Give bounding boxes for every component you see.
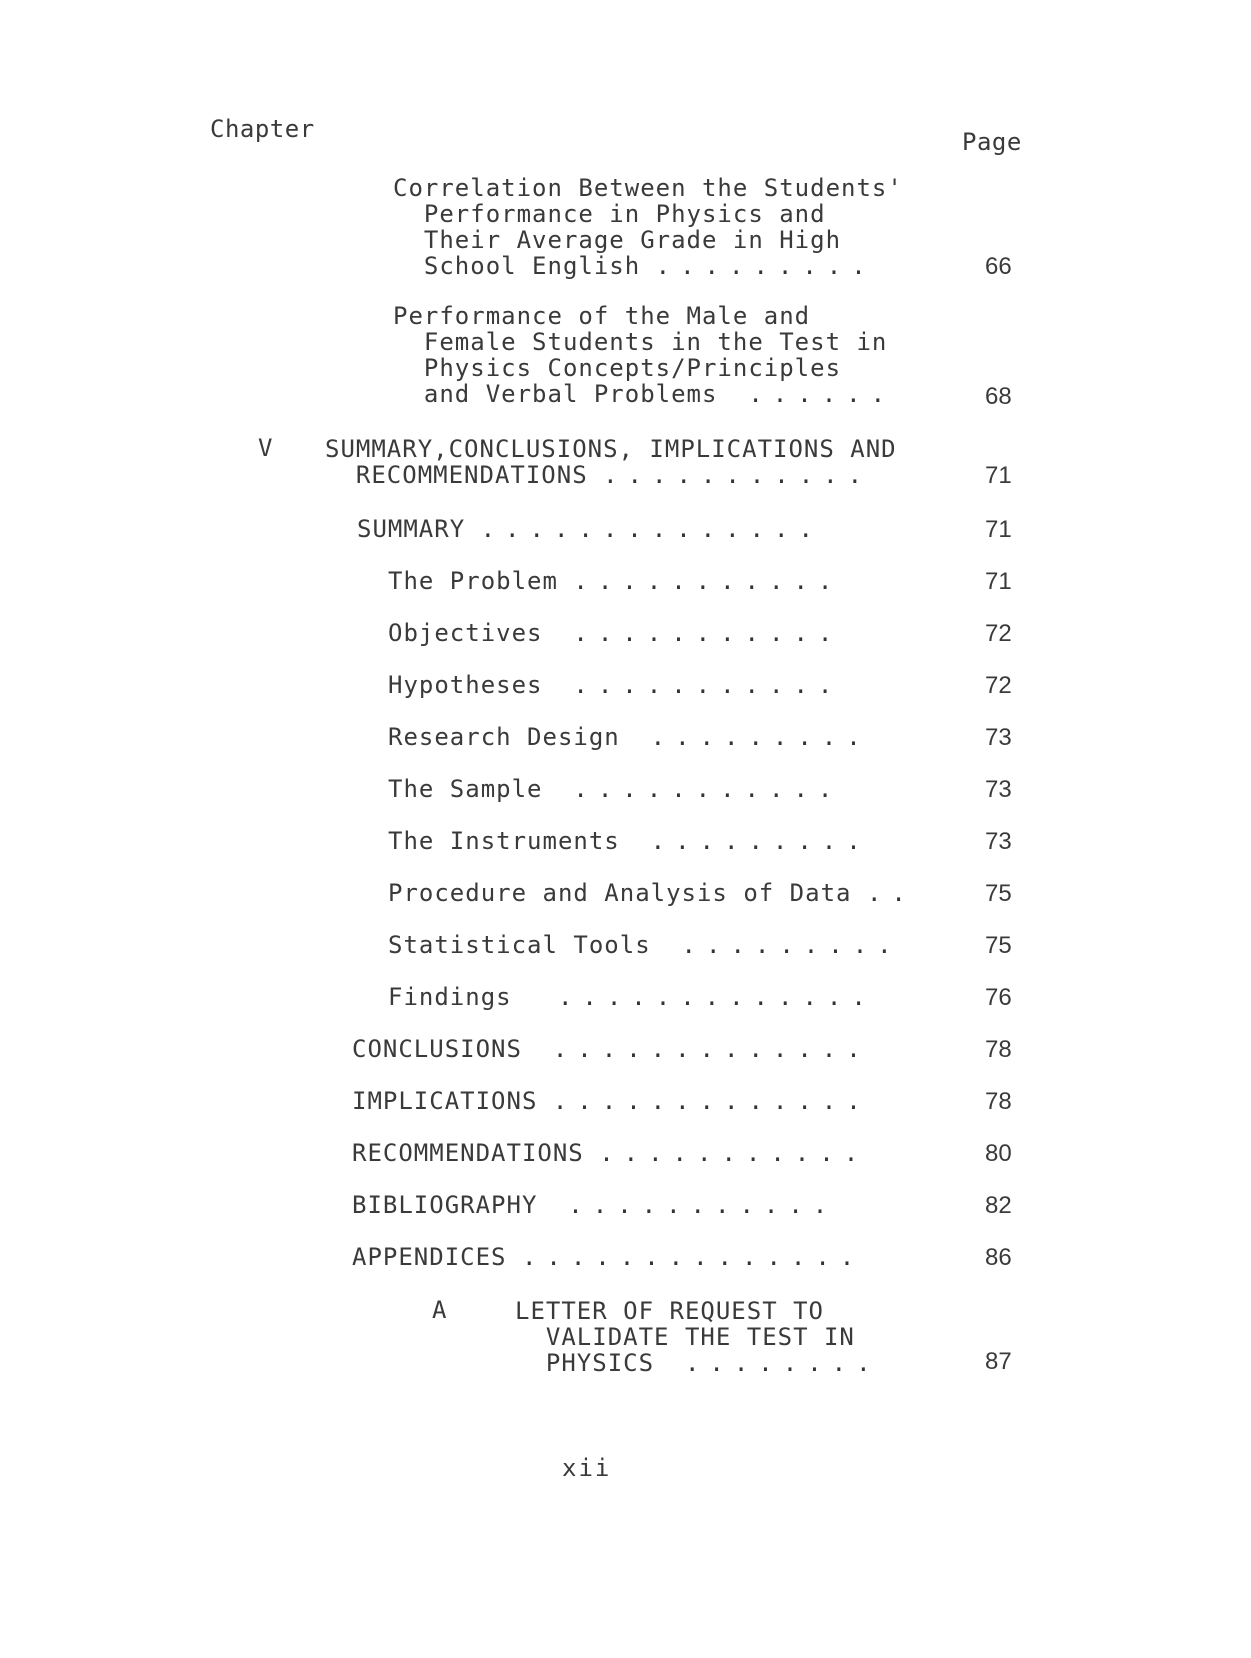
page-number: 68 bbox=[985, 383, 1012, 410]
toc-entry bbox=[393, 175, 903, 279]
page-number: 71 bbox=[985, 462, 1012, 489]
entry-line: The Sample bbox=[388, 775, 543, 803]
toc-entry bbox=[393, 303, 895, 407]
chapter-numeral: V bbox=[258, 434, 273, 462]
page-column-header: Page bbox=[962, 128, 1022, 156]
entry-line: Procedure and Analysis of Data bbox=[388, 879, 852, 907]
leader-dots: ........... bbox=[573, 619, 843, 647]
leader-dots: .............. bbox=[521, 1243, 865, 1271]
entry-line: SUMMARY bbox=[357, 515, 466, 543]
entry-line: and Verbal Problems bbox=[393, 380, 718, 408]
entry-line: Female Students in the Test in bbox=[393, 328, 888, 356]
toc-entry bbox=[388, 672, 842, 698]
entry-line: The Problem bbox=[388, 567, 558, 595]
toc-entry bbox=[352, 1088, 871, 1114]
entry-line: BIBLIOGRAPHY bbox=[352, 1191, 538, 1219]
entry-line: RECOMMENDATIONS bbox=[352, 1139, 584, 1167]
toc-entry bbox=[352, 1244, 864, 1270]
toc-entry bbox=[388, 984, 876, 1010]
page-number: 66 bbox=[985, 253, 1012, 280]
page-number: 78 bbox=[985, 1088, 1012, 1115]
page-number: 75 bbox=[985, 932, 1012, 959]
entry-line: Physics Concepts/Principles bbox=[393, 354, 842, 382]
page-number: 82 bbox=[985, 1192, 1012, 1219]
page-number: 78 bbox=[985, 1036, 1012, 1063]
leader-dots: ...... bbox=[748, 380, 896, 408]
leader-dots: ........ bbox=[684, 1349, 881, 1377]
toc-entry bbox=[388, 568, 842, 594]
leader-dots: .. bbox=[866, 879, 916, 907]
toc-entry bbox=[388, 828, 871, 854]
leader-dots: ........... bbox=[573, 567, 843, 595]
entry-line: VALIDATE THE TEST IN bbox=[515, 1323, 855, 1351]
entry-line: CONCLUSIONS bbox=[352, 1035, 522, 1063]
page-number: 71 bbox=[985, 516, 1012, 543]
leader-dots: ......... bbox=[655, 252, 876, 280]
toc-entry bbox=[388, 620, 842, 646]
toc-entry bbox=[325, 436, 897, 488]
toc-entry bbox=[388, 932, 902, 958]
leader-dots: ......... bbox=[650, 723, 871, 751]
entry-line: Research Design bbox=[388, 723, 620, 751]
page-number: 73 bbox=[985, 828, 1012, 855]
entry-line: IMPLICATIONS bbox=[352, 1087, 538, 1115]
page-number: 86 bbox=[985, 1244, 1012, 1271]
page-number: 72 bbox=[985, 672, 1012, 699]
leader-dots: ........... bbox=[568, 1191, 838, 1219]
page-number: 75 bbox=[985, 880, 1012, 907]
leader-dots: ........... bbox=[573, 671, 843, 699]
toc-entry bbox=[515, 1298, 881, 1376]
entry-line: Their Average Grade in High bbox=[393, 226, 842, 254]
entry-line: RECOMMENDATIONS bbox=[325, 461, 588, 489]
leader-dots: ........... bbox=[573, 775, 843, 803]
toc-entry bbox=[352, 1140, 868, 1166]
page-number: 72 bbox=[985, 620, 1012, 647]
entry-line: Objectives bbox=[388, 619, 543, 647]
page-number: 71 bbox=[985, 568, 1012, 595]
leader-dots: ........... bbox=[603, 461, 873, 489]
leader-dots: .............. bbox=[480, 515, 823, 543]
entry-line: APPENDICES bbox=[352, 1243, 507, 1271]
toc-entry bbox=[388, 776, 842, 802]
page-number: 73 bbox=[985, 776, 1012, 803]
toc-entry bbox=[388, 724, 871, 750]
page-number: 73 bbox=[985, 724, 1012, 751]
entry-line: Hypotheses bbox=[388, 671, 543, 699]
toc-entry bbox=[388, 880, 916, 906]
entry-line: Statistical Tools bbox=[388, 931, 651, 959]
toc-entry bbox=[357, 516, 823, 542]
page-number: 87 bbox=[985, 1348, 1012, 1375]
entry-line: PHYSICS bbox=[515, 1349, 655, 1377]
entry-line: Performance in Physics and bbox=[393, 200, 826, 228]
footer-page-number: xii bbox=[562, 1454, 612, 1482]
entry-line: LETTER OF REQUEST TO bbox=[515, 1297, 824, 1325]
leader-dots: ............. bbox=[557, 983, 876, 1011]
leader-dots: ............. bbox=[552, 1087, 871, 1115]
page-number: 76 bbox=[985, 984, 1012, 1011]
entry-line: The Instruments bbox=[388, 827, 620, 855]
entry-line: SUMMARY,CONCLUSIONS, IMPLICATIONS AND bbox=[325, 435, 897, 463]
entry-line: School English bbox=[393, 252, 641, 280]
leader-dots: ............. bbox=[552, 1035, 871, 1063]
entry-line: Correlation Between the Students' bbox=[393, 174, 903, 202]
toc-entry bbox=[352, 1036, 871, 1062]
appendix-letter: A bbox=[432, 1296, 447, 1324]
page-number: 80 bbox=[985, 1140, 1012, 1167]
leader-dots: ......... bbox=[681, 931, 902, 959]
toc-entry bbox=[352, 1192, 837, 1218]
chapter-column-header: Chapter bbox=[210, 115, 315, 143]
entry-line: Performance of the Male and bbox=[393, 302, 811, 330]
leader-dots: ......... bbox=[650, 827, 871, 855]
leader-dots: ........... bbox=[599, 1139, 869, 1167]
entry-line: Findings bbox=[388, 983, 512, 1011]
